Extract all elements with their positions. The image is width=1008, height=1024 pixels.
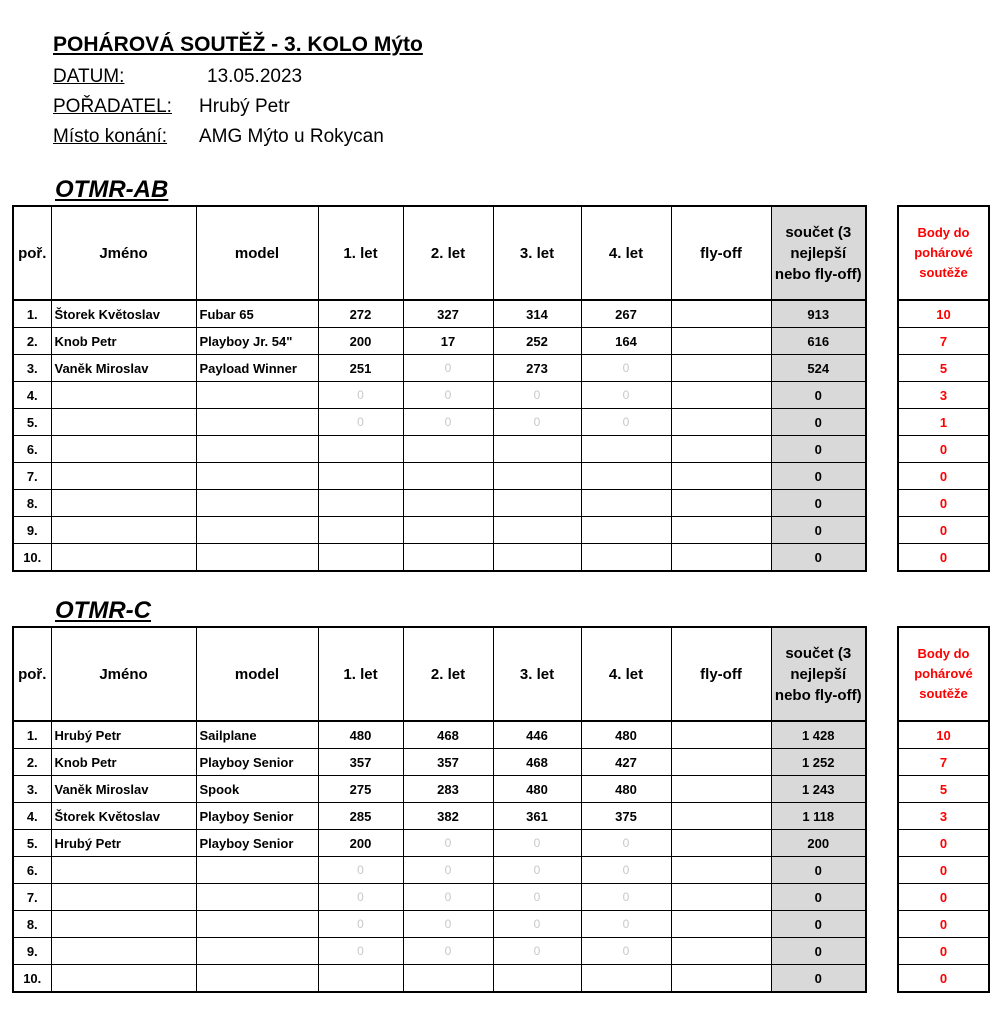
model-cell bbox=[196, 857, 318, 884]
flight-cell bbox=[318, 544, 403, 572]
table-row bbox=[13, 463, 866, 490]
col-sum-header: součet (3 nejlepší nebo fly-off) bbox=[771, 206, 866, 300]
points-row bbox=[898, 463, 989, 490]
col-flight2-header: 2. let bbox=[403, 627, 493, 721]
model-cell bbox=[196, 409, 318, 436]
points-header-row bbox=[898, 627, 989, 721]
name-cell bbox=[51, 857, 196, 884]
sum-cell: 0 bbox=[771, 382, 866, 409]
flight-cell: 0 bbox=[581, 355, 671, 382]
rank-cell: 3. bbox=[13, 776, 51, 803]
flight-cell: 0 bbox=[581, 857, 671, 884]
rank-cell: 1. bbox=[13, 300, 51, 328]
rank-cell: 6. bbox=[13, 436, 51, 463]
name-cell bbox=[51, 436, 196, 463]
points-cell: 0 bbox=[898, 884, 989, 911]
points-row bbox=[898, 355, 989, 382]
points-row bbox=[898, 749, 989, 776]
flight-cell: 0 bbox=[318, 857, 403, 884]
flight-cell bbox=[493, 490, 581, 517]
points-row bbox=[898, 300, 989, 328]
points-row bbox=[898, 938, 989, 965]
flight-cell: 0 bbox=[403, 857, 493, 884]
points-cell: 0 bbox=[898, 544, 989, 572]
sum-cell: 524 bbox=[771, 355, 866, 382]
flight-cell: 0 bbox=[581, 884, 671, 911]
points-table-ab bbox=[897, 205, 990, 572]
flyoff-cell bbox=[671, 830, 771, 857]
flight-cell bbox=[403, 544, 493, 572]
flight-cell bbox=[581, 544, 671, 572]
rank-cell: 9. bbox=[13, 938, 51, 965]
points-cell: 0 bbox=[898, 857, 989, 884]
flyoff-cell bbox=[671, 409, 771, 436]
flight-cell: 0 bbox=[318, 409, 403, 436]
points-cell: 0 bbox=[898, 830, 989, 857]
points-row bbox=[898, 382, 989, 409]
name-cell: Hrubý Petr bbox=[51, 830, 196, 857]
flight-cell: 427 bbox=[581, 749, 671, 776]
model-cell: Playboy Senior bbox=[196, 830, 318, 857]
flight-cell bbox=[403, 965, 493, 993]
model-cell bbox=[196, 463, 318, 490]
flight-cell: 0 bbox=[493, 409, 581, 436]
name-cell: Štorek Květoslav bbox=[51, 803, 196, 830]
flight-cell: 0 bbox=[581, 382, 671, 409]
name-cell bbox=[51, 884, 196, 911]
flight-cell: 17 bbox=[403, 328, 493, 355]
flight-cell: 382 bbox=[403, 803, 493, 830]
points-row bbox=[898, 328, 989, 355]
sum-cell: 0 bbox=[771, 965, 866, 993]
flight-cell bbox=[318, 517, 403, 544]
flight-cell: 0 bbox=[403, 938, 493, 965]
sum-cell: 0 bbox=[771, 463, 866, 490]
name-cell bbox=[51, 544, 196, 572]
organizer-value: Hrubý Petr bbox=[199, 96, 290, 117]
date-value: 13.05.2023 bbox=[207, 66, 303, 87]
flight-cell: 0 bbox=[493, 884, 581, 911]
name-cell bbox=[51, 382, 196, 409]
col-flight4-header: 4. let bbox=[581, 206, 671, 300]
flight-cell: 285 bbox=[318, 803, 403, 830]
model-cell bbox=[196, 490, 318, 517]
points-row bbox=[898, 409, 989, 436]
rank-cell: 5. bbox=[13, 409, 51, 436]
sum-cell: 913 bbox=[771, 300, 866, 328]
table-row bbox=[13, 857, 866, 884]
col-points-header: Body do pohárové soutěže bbox=[898, 206, 989, 300]
flight-cell: 480 bbox=[493, 776, 581, 803]
points-cell: 0 bbox=[898, 490, 989, 517]
sum-cell: 200 bbox=[771, 830, 866, 857]
sum-cell: 0 bbox=[771, 938, 866, 965]
model-cell bbox=[196, 436, 318, 463]
flight-cell: 0 bbox=[318, 884, 403, 911]
table-row bbox=[13, 830, 866, 857]
col-model-header: model bbox=[196, 206, 318, 300]
table-row bbox=[13, 911, 866, 938]
flyoff-cell bbox=[671, 463, 771, 490]
col-name-header: Jméno bbox=[51, 627, 196, 721]
flight-cell: 0 bbox=[403, 830, 493, 857]
rank-cell: 5. bbox=[13, 830, 51, 857]
model-cell bbox=[196, 911, 318, 938]
sum-cell: 0 bbox=[771, 884, 866, 911]
points-cell: 0 bbox=[898, 517, 989, 544]
model-cell bbox=[196, 938, 318, 965]
table-row bbox=[13, 938, 866, 965]
table-row bbox=[13, 965, 866, 993]
flyoff-cell bbox=[671, 803, 771, 830]
col-flyoff-header: fly-off bbox=[671, 206, 771, 300]
rank-cell: 4. bbox=[13, 803, 51, 830]
col-flight3-header: 3. let bbox=[493, 206, 581, 300]
sum-cell: 0 bbox=[771, 517, 866, 544]
flight-cell: 361 bbox=[493, 803, 581, 830]
flight-cell bbox=[493, 517, 581, 544]
results-table-ab bbox=[12, 205, 867, 572]
flyoff-cell bbox=[671, 857, 771, 884]
points-cell: 7 bbox=[898, 328, 989, 355]
table-row bbox=[13, 749, 866, 776]
flight-cell: 164 bbox=[581, 328, 671, 355]
sum-cell: 0 bbox=[771, 409, 866, 436]
model-cell bbox=[196, 965, 318, 993]
flight-cell: 314 bbox=[493, 300, 581, 328]
flight-cell: 275 bbox=[318, 776, 403, 803]
table-row bbox=[13, 776, 866, 803]
flyoff-cell bbox=[671, 776, 771, 803]
flyoff-cell bbox=[671, 436, 771, 463]
venue-line bbox=[53, 126, 384, 148]
flight-cell: 357 bbox=[403, 749, 493, 776]
flight-cell: 0 bbox=[581, 938, 671, 965]
points-row bbox=[898, 884, 989, 911]
flight-cell bbox=[318, 965, 403, 993]
flight-cell: 251 bbox=[318, 355, 403, 382]
sum-cell: 1 118 bbox=[771, 803, 866, 830]
sum-cell: 0 bbox=[771, 544, 866, 572]
sum-cell: 1 428 bbox=[771, 721, 866, 749]
table-row bbox=[13, 490, 866, 517]
flight-cell: 480 bbox=[318, 721, 403, 749]
points-cell: 0 bbox=[898, 436, 989, 463]
rank-cell: 2. bbox=[13, 749, 51, 776]
rank-cell: 2. bbox=[13, 328, 51, 355]
col-flight3-header: 3. let bbox=[493, 627, 581, 721]
organizer-label: POŘADATEL: bbox=[53, 96, 172, 117]
model-cell bbox=[196, 544, 318, 572]
points-row bbox=[898, 857, 989, 884]
flight-cell bbox=[403, 490, 493, 517]
flight-cell: 267 bbox=[581, 300, 671, 328]
flight-cell: 0 bbox=[403, 911, 493, 938]
flight-cell bbox=[581, 965, 671, 993]
name-cell bbox=[51, 911, 196, 938]
points-row bbox=[898, 830, 989, 857]
flight-cell bbox=[581, 517, 671, 544]
points-row bbox=[898, 544, 989, 572]
flyoff-cell bbox=[671, 517, 771, 544]
name-cell: Knob Petr bbox=[51, 328, 196, 355]
col-rank-header: poř. bbox=[13, 627, 51, 721]
points-cell: 3 bbox=[898, 803, 989, 830]
sum-cell: 1 252 bbox=[771, 749, 866, 776]
model-cell: Payload Winner bbox=[196, 355, 318, 382]
flight-cell: 0 bbox=[493, 830, 581, 857]
rank-cell: 3. bbox=[13, 355, 51, 382]
col-sum-header: součet (3 nejlepší nebo fly-off) bbox=[771, 627, 866, 721]
flight-cell bbox=[493, 463, 581, 490]
name-cell: Knob Petr bbox=[51, 749, 196, 776]
model-cell bbox=[196, 382, 318, 409]
points-row bbox=[898, 965, 989, 993]
flight-cell: 200 bbox=[318, 328, 403, 355]
sum-cell: 0 bbox=[771, 436, 866, 463]
rank-cell: 10. bbox=[13, 965, 51, 993]
table-row bbox=[13, 721, 866, 749]
col-flight4-header: 4. let bbox=[581, 627, 671, 721]
flight-cell bbox=[493, 436, 581, 463]
flight-cell: 327 bbox=[403, 300, 493, 328]
model-cell: Playboy Senior bbox=[196, 749, 318, 776]
flyoff-cell bbox=[671, 490, 771, 517]
rank-cell: 6. bbox=[13, 857, 51, 884]
flight-cell bbox=[581, 490, 671, 517]
rank-cell: 7. bbox=[13, 884, 51, 911]
flight-cell bbox=[403, 517, 493, 544]
name-cell bbox=[51, 938, 196, 965]
date-line bbox=[53, 66, 303, 88]
points-cell: 5 bbox=[898, 776, 989, 803]
flight-cell: 468 bbox=[403, 721, 493, 749]
flyoff-cell bbox=[671, 911, 771, 938]
header-row bbox=[13, 206, 866, 300]
points-header-row bbox=[898, 206, 989, 300]
rank-cell: 10. bbox=[13, 544, 51, 572]
table-row bbox=[13, 355, 866, 382]
flyoff-cell bbox=[671, 300, 771, 328]
page-title: POHÁROVÁ SOUTĚŽ - 3. KOLO Mýto bbox=[53, 33, 423, 56]
flyoff-cell bbox=[671, 749, 771, 776]
flight-cell: 0 bbox=[493, 938, 581, 965]
col-flight1-header: 1. let bbox=[318, 206, 403, 300]
name-cell bbox=[51, 965, 196, 993]
model-cell bbox=[196, 517, 318, 544]
table-row bbox=[13, 409, 866, 436]
flyoff-cell bbox=[671, 884, 771, 911]
flight-cell: 0 bbox=[403, 409, 493, 436]
sum-cell: 0 bbox=[771, 911, 866, 938]
flyoff-cell bbox=[671, 382, 771, 409]
flyoff-cell bbox=[671, 544, 771, 572]
header-row bbox=[13, 627, 866, 721]
flight-cell bbox=[318, 490, 403, 517]
flight-cell bbox=[318, 463, 403, 490]
flight-cell: 273 bbox=[493, 355, 581, 382]
rank-cell: 1. bbox=[13, 721, 51, 749]
name-cell bbox=[51, 490, 196, 517]
points-cell: 5 bbox=[898, 355, 989, 382]
points-row bbox=[898, 803, 989, 830]
points-table-c bbox=[897, 626, 990, 993]
section-title-c: OTMR-C bbox=[55, 597, 151, 624]
flight-cell bbox=[403, 463, 493, 490]
model-cell bbox=[196, 884, 318, 911]
sum-cell: 0 bbox=[771, 490, 866, 517]
points-row bbox=[898, 911, 989, 938]
col-points-header: Body do pohárové soutěže bbox=[898, 627, 989, 721]
points-row bbox=[898, 776, 989, 803]
flight-cell: 0 bbox=[318, 382, 403, 409]
name-cell: Vaněk Miroslav bbox=[51, 355, 196, 382]
flight-cell: 200 bbox=[318, 830, 403, 857]
flyoff-cell bbox=[671, 721, 771, 749]
flight-cell: 0 bbox=[493, 382, 581, 409]
flight-cell: 0 bbox=[403, 884, 493, 911]
flyoff-cell bbox=[671, 965, 771, 993]
flight-cell: 0 bbox=[493, 857, 581, 884]
points-row bbox=[898, 490, 989, 517]
table-row bbox=[13, 803, 866, 830]
flyoff-cell bbox=[671, 938, 771, 965]
points-cell: 1 bbox=[898, 409, 989, 436]
points-row bbox=[898, 721, 989, 749]
flight-cell: 446 bbox=[493, 721, 581, 749]
col-model-header: model bbox=[196, 627, 318, 721]
table-row bbox=[13, 517, 866, 544]
organizer-line bbox=[53, 96, 290, 118]
flight-cell bbox=[581, 463, 671, 490]
points-cell: 0 bbox=[898, 463, 989, 490]
section-title-ab: OTMR-AB bbox=[55, 176, 169, 203]
sum-cell: 616 bbox=[771, 328, 866, 355]
flight-cell bbox=[403, 436, 493, 463]
name-cell: Hrubý Petr bbox=[51, 721, 196, 749]
model-cell: Spook bbox=[196, 776, 318, 803]
points-cell: 0 bbox=[898, 911, 989, 938]
sum-cell: 0 bbox=[771, 857, 866, 884]
flight-cell bbox=[493, 544, 581, 572]
model-cell: Playboy Senior bbox=[196, 803, 318, 830]
table-row bbox=[13, 382, 866, 409]
flight-cell: 283 bbox=[403, 776, 493, 803]
points-cell: 10 bbox=[898, 721, 989, 749]
model-cell: Fubar 65 bbox=[196, 300, 318, 328]
points-cell: 10 bbox=[898, 300, 989, 328]
points-cell: 0 bbox=[898, 938, 989, 965]
rank-cell: 4. bbox=[13, 382, 51, 409]
points-row bbox=[898, 436, 989, 463]
table-row bbox=[13, 436, 866, 463]
col-flyoff-header: fly-off bbox=[671, 627, 771, 721]
rank-cell: 8. bbox=[13, 490, 51, 517]
model-cell: Playboy Jr. 54" bbox=[196, 328, 318, 355]
table-row bbox=[13, 544, 866, 572]
name-cell: Vaněk Miroslav bbox=[51, 776, 196, 803]
points-cell: 7 bbox=[898, 749, 989, 776]
flight-cell: 480 bbox=[581, 776, 671, 803]
rank-cell: 9. bbox=[13, 517, 51, 544]
flight-cell: 0 bbox=[493, 911, 581, 938]
rank-cell: 7. bbox=[13, 463, 51, 490]
table-row bbox=[13, 300, 866, 328]
name-cell bbox=[51, 409, 196, 436]
sum-cell: 1 243 bbox=[771, 776, 866, 803]
col-flight1-header: 1. let bbox=[318, 627, 403, 721]
flight-cell: 0 bbox=[581, 911, 671, 938]
table-row bbox=[13, 884, 866, 911]
model-cell: Sailplane bbox=[196, 721, 318, 749]
table-row bbox=[13, 328, 866, 355]
col-rank-header: poř. bbox=[13, 206, 51, 300]
name-cell bbox=[51, 517, 196, 544]
col-name-header: Jméno bbox=[51, 206, 196, 300]
points-row bbox=[898, 517, 989, 544]
col-flight2-header: 2. let bbox=[403, 206, 493, 300]
flight-cell: 272 bbox=[318, 300, 403, 328]
flight-cell bbox=[493, 965, 581, 993]
points-cell: 3 bbox=[898, 382, 989, 409]
flyoff-cell bbox=[671, 355, 771, 382]
points-cell: 0 bbox=[898, 965, 989, 993]
results-table-c bbox=[12, 626, 867, 993]
flight-cell: 468 bbox=[493, 749, 581, 776]
flight-cell: 375 bbox=[581, 803, 671, 830]
flight-cell: 0 bbox=[581, 830, 671, 857]
flight-cell: 252 bbox=[493, 328, 581, 355]
flight-cell bbox=[581, 436, 671, 463]
flight-cell: 0 bbox=[403, 382, 493, 409]
flight-cell: 0 bbox=[318, 911, 403, 938]
flight-cell: 0 bbox=[403, 355, 493, 382]
flight-cell bbox=[318, 436, 403, 463]
name-cell: Štorek Květoslav bbox=[51, 300, 196, 328]
venue-value: AMG Mýto u Rokycan bbox=[199, 126, 384, 147]
name-cell bbox=[51, 463, 196, 490]
date-label: DATUM: bbox=[53, 66, 125, 87]
flyoff-cell bbox=[671, 328, 771, 355]
venue-label: Místo konání: bbox=[53, 126, 168, 147]
rank-cell: 8. bbox=[13, 911, 51, 938]
flight-cell: 357 bbox=[318, 749, 403, 776]
flight-cell: 480 bbox=[581, 721, 671, 749]
flight-cell: 0 bbox=[318, 938, 403, 965]
flight-cell: 0 bbox=[581, 409, 671, 436]
